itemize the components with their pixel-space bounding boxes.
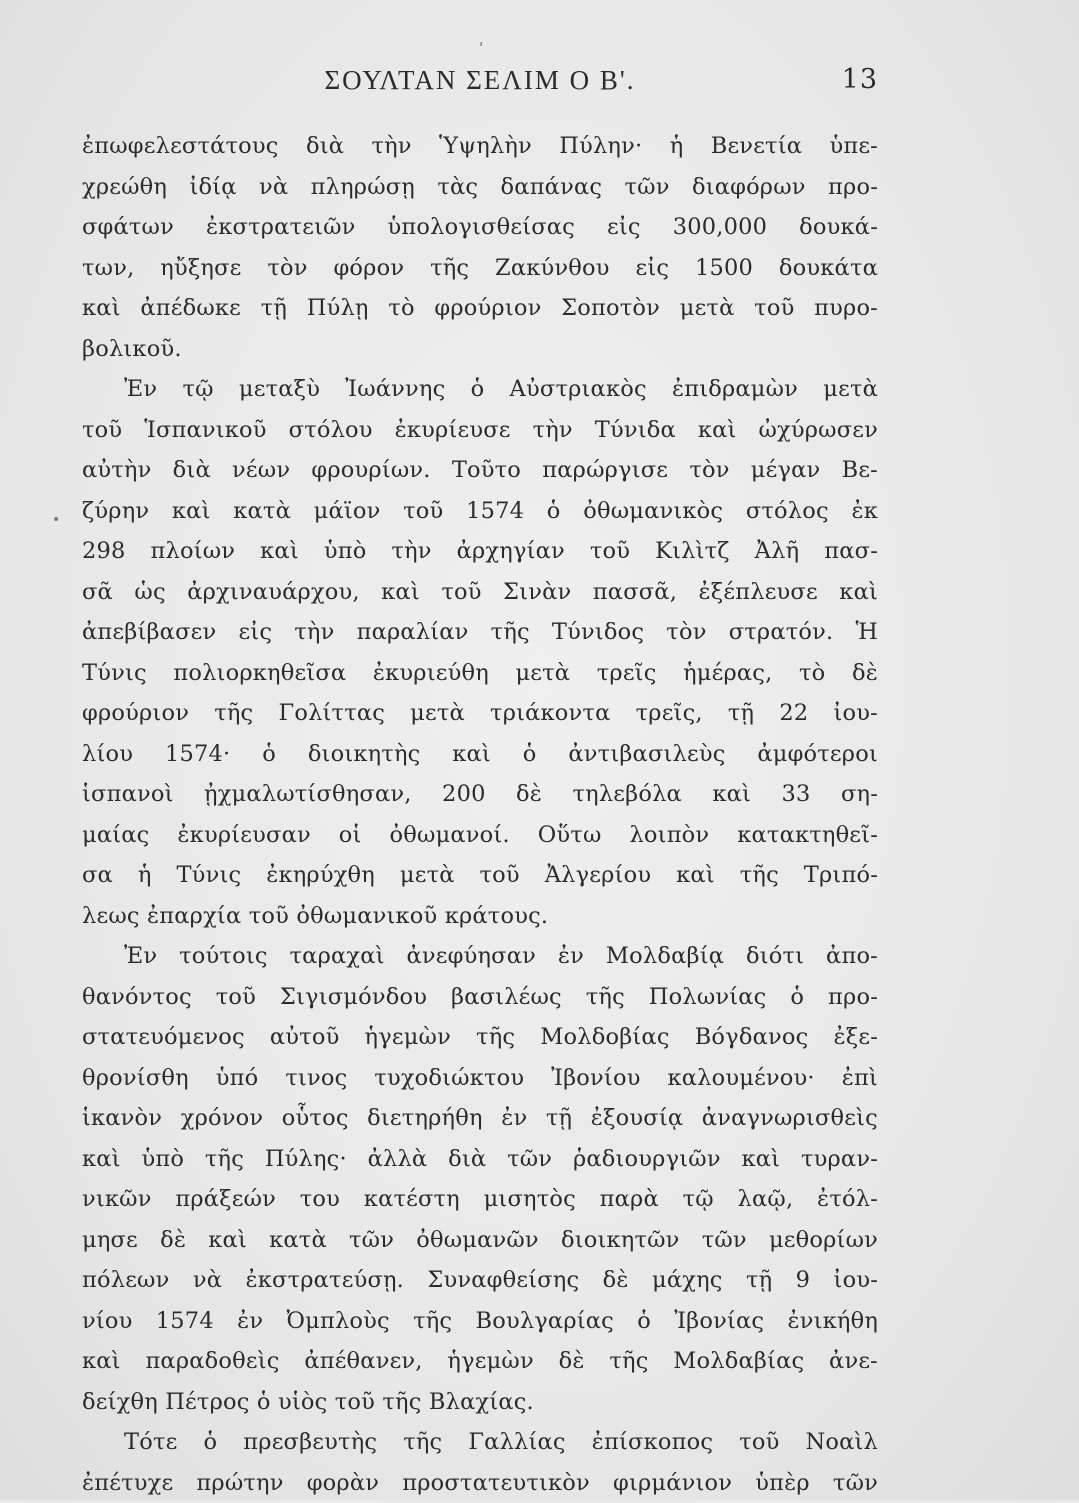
text-line: χρεώθη ἰδίᾳ νὰ πληρώσῃ τὰς δαπάνας τῶν διαφόρων προ- [82,167,878,208]
text-line: καὶ ὑπὸ τῆς Πύλης· ἀλλὰ διὰ τῶν ῥαδιουργιῶν καὶ τυραν- [82,1139,878,1180]
text-line: καὶ ἀπέδωκε τῇ Πύλῃ τὸ φρούριον Σοποτὸν μετὰ τοῦ πυρο- [82,288,878,329]
text-line: δείχθη Πέτρος ὁ υἱὸς τοῦ τῆς Βλαχίας. [82,1382,878,1423]
text-line: βολικοῦ. [82,329,878,370]
text-line: θανόντος τοῦ Σιγισμόνδου βασιλέως τῆς Πολωνίας ὁ προ- [82,977,878,1018]
text-line: ἐπέτυχε πρώτην φορὰν προστατευτικὸν φιρμάνιον ὑπὲρ τῶν [82,1463,878,1503]
text-line: Τύνις πολιορκηθεῖσα ἐκυριεύθη μετὰ τρεῖς ἡμέρας, τὸ δὲ [82,653,878,694]
running-title: ΣΟΥΛΤΑΝ ΣΕΛΙΜ Ο Β'. [82,60,878,100]
ink-mark: ʹ [479,40,483,59]
text-line: τοῦ Ἱσπανικοῦ στόλου ἐκυρίευσε τὴν Τύνιδα καὶ ὠχύρωσεν [82,410,878,451]
text-line: λεως ἐπαρχία τοῦ ὀθωμανικοῦ κράτους. [82,896,878,937]
text-line: λίου 1574· ὁ διοικητὴς καὶ ὁ ἀντιβασιλεὺς ἀμφότεροι [82,734,878,775]
text-line: ἀπεβίβασεν εἰς τὴν παραλίαν τῆς Τύνιδος τὸν στρατόν. Ἡ [82,612,878,653]
text-line: θρονίσθη ὑπό τινος τυχοδιώκτου Ἰβονίου καλουμένου· ἐπὶ [82,1058,878,1099]
text-line: Ἐν τούτοις ταραχαὶ ἀνεφύησαν ἐν Μολδαβίᾳ διότι ἀπο- [82,936,878,977]
text-line: φρούριον τῆς Γολίττας μετὰ τριάκοντα τρεῖς, τῇ 22 ἰου- [82,693,878,734]
text-line: καὶ παραδοθεὶς ἀπέθανεν, ἡγεμὼν δὲ τῆς Μολδαβίας ἀνε- [82,1341,878,1382]
text-line: σφάτων ἐκστρατειῶν ὑπολογισθείσας εἰς 300,000 δουκά- [82,207,878,248]
text-line: ἐπωφελεστάτους διὰ τὴν Ὑψηλὴν Πύλην· ἡ Βενετία ὑπε- [82,126,878,167]
text-line: αὐτὴν διὰ νέων φρουρίων. Τοῦτο παρώργισε τὸν μέγαν Βε- [82,450,878,491]
text-line: μησε δὲ καὶ κατὰ τῶν ὀθωμανῶν διοικητῶν τῶν μεθορίων [82,1220,878,1261]
text-line: Ἐν τῷ μεταξὺ Ἰωάννης ὁ Αὐστριακὸς ἐπιδραμὼν μετὰ [82,369,878,410]
text-line: σα ἡ Τύνις ἐκηρύχθη μετὰ τοῦ Ἀλγερίου καὶ τῆς Τριπό- [82,855,878,896]
text-line: 298 πλοίων καὶ ὑπὸ τὴν ἀρχηγίαν τοῦ Κιλὶτζ Ἀλῆ πασ- [82,531,878,572]
text-line: νικῶν πράξεών του κατέστη μισητὸς παρὰ τῷ λαῷ, ἐτόλ- [82,1179,878,1220]
body-text [82,126,878,1503]
text-line: στατευόμενος αὐτοῦ ἡγεμὼν τῆς Μολδοβίας Βόγδανος ἐξε- [82,1017,878,1058]
ink-dot: • [52,512,60,528]
text-line: μαίας ἐκυρίευσαν οἱ ὀθωμανοί. Οὕτω λοιπὸν κατακτηθεῖ- [82,815,878,856]
text-line: νίου 1574 ἐν Ὀμπλοὺς τῆς Βουλγαρίας ὁ Ἰβονίας ἐνικήθη [82,1301,878,1342]
page-header [82,60,878,100]
text-line: Τότε ὁ πρεσβευτὴς τῆς Γαλλίας ἐπίσκοπος τοῦ Νοαὶλ [82,1422,878,1463]
text-line: των, ηὔξησε τὸν φόρον τῆς Ζακύνθου εἰς 1500 δουκάτα [82,248,878,289]
text-line: ἱκανὸν χρόνον οὗτος διετηρήθη ἐν τῇ ἐξουσίᾳ ἀναγνωρισθεὶς [82,1098,878,1139]
text-line: σᾶ ὡς ἀρχιναυάρχου, καὶ τοῦ Σινὰν πασσᾶ, ἐξέπλευσε καὶ [82,572,878,613]
text-line: ἱσπανοὶ ᾐχμαλωτίσθησαν, 200 δὲ τηλεβόλα καὶ 33 ση- [82,774,878,815]
text-line: πόλεων νὰ ἐκστρατεύσῃ. Συναφθείσης δὲ μάχης τῇ 9 ἰου- [82,1260,878,1301]
page-number: 13 [842,60,878,100]
text-line: ζύρην καὶ κατὰ μάϊον τοῦ 1574 ὁ ὀθωμανικὸς στόλος ἐκ [82,491,878,532]
